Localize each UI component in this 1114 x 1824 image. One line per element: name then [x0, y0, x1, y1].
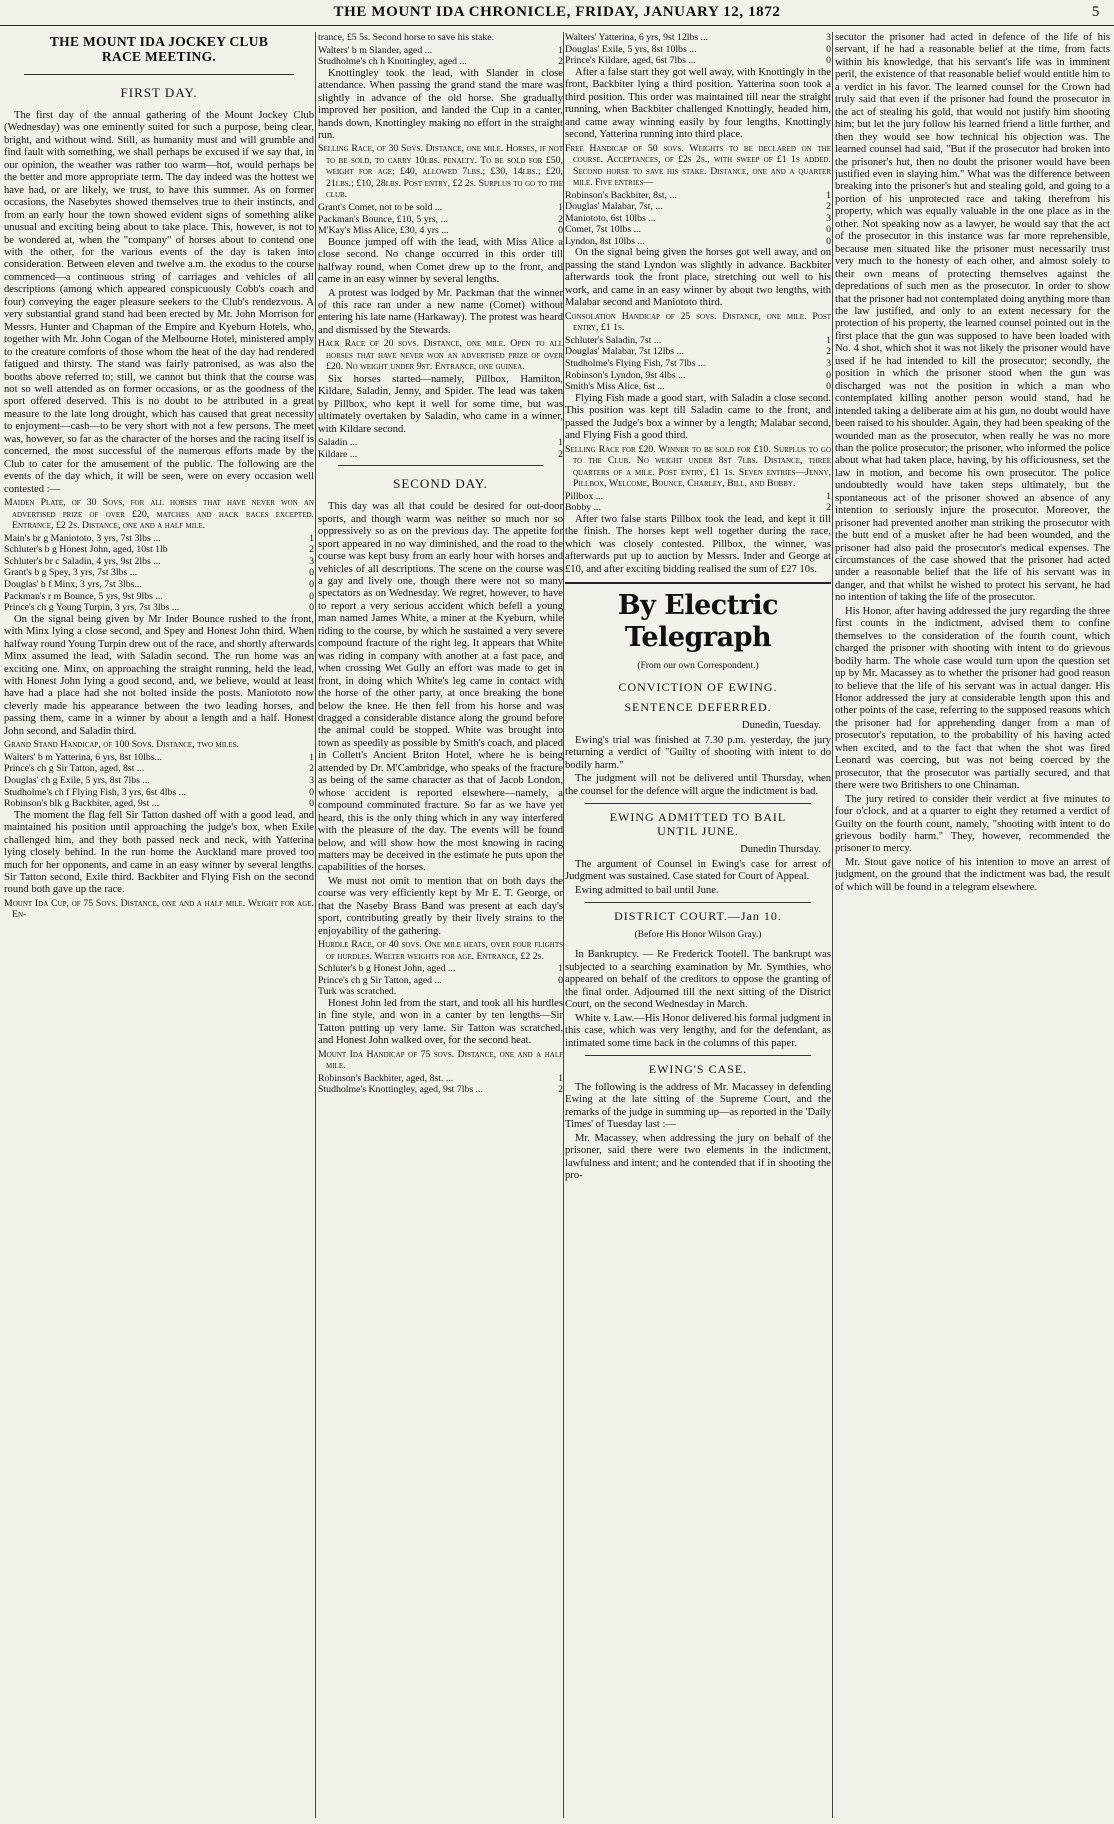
result-horse: Comet, 7st 10lbs ... [565, 224, 641, 236]
race-heading: Consolation Handicap of 25 sovs. Distance, one mile. Post entry, £1 1s. [565, 310, 831, 334]
divider [24, 74, 294, 75]
result-place: 1 [309, 532, 314, 544]
result-place: 0 [309, 578, 314, 590]
result-row [4, 787, 314, 799]
result-horse: Main's br g Maniototo, 3 yrs, 7st 3lbs ... [4, 532, 161, 544]
race-heading: Free Handicap of 50 sovs. Weights to be declared on the course. Acceptances, of £2s 2s., with sweep of £1 1s added. Second horse to save his stake. Distance, one and a quarter mile. Five entries— [565, 142, 831, 188]
result-place: 2 [309, 763, 314, 775]
column-rule [832, 32, 833, 1818]
paragraph: We must not omit to mention that on both days the course was very efficiently kept by Mr E. T. George, or that the Naseby Brass Band was present at each day's sport, contributing greatly by their lively strains to the enjoyability of the gathering. [318, 875, 563, 937]
result-row [4, 533, 314, 545]
result-place: 2 [558, 56, 563, 68]
result-horse: Douglas' Malabar, 7st 12lbs ... [565, 346, 684, 358]
result-row [565, 190, 831, 202]
result-place: 3 [826, 212, 831, 224]
ewing-subheadline: SENTENCE DEFERRED. [624, 700, 772, 715]
race-heading: Hack Race of 20 sovs. Distance, one mile. Open to all horses that have never won an advertised prize of over £20. No weight under 9st. Entrance, one guinea. [318, 338, 563, 373]
paragraph: In Bankruptcy. — Re Frederick Tootell. The bankrupt was subjected to a searching examination by Mr. Symthies, who appeared on behalf of the creditors to oppose the granting of the final order. Adjourned till the next sitting of the District Court, on the second Wednesday in March. [565, 949, 831, 1011]
result-place: 1 [558, 1072, 563, 1084]
paragraph: Honest John led from the start, and took all his hurdles in fine style, and won in a canter by ten lengths—Sir Tatton putting up very lame. Sir Tatton was scratched, and Honest John walked over, for the second heat. [318, 997, 563, 1047]
result-horse: Douglas' ch g Exile, 5 yrs, 8st 7lbs ... [4, 774, 150, 786]
result-place: 2 [826, 502, 831, 514]
race-results [565, 335, 831, 393]
paragraph: Knottingley took the lead, with Slander in close attendance. When passing the grand stand the mare was slightly in advance of the old horse. She gradually improved her position, and landed the Cup in a canter, hands down, Knottingley making no effort in the straight run. [318, 67, 563, 141]
result-row [4, 775, 314, 787]
column-1 [4, 32, 314, 1818]
result-horse: Schluter's b g Honest John, aged ... [318, 963, 456, 975]
result-horse: Maniototo, 6st 10lbs ... [565, 212, 656, 224]
result-place: 0 [309, 786, 314, 798]
result-row [318, 202, 563, 214]
race-results [318, 437, 563, 460]
result-row [4, 591, 314, 603]
result-place: 0 [826, 369, 831, 381]
paragraph: The following is the address of Mr. Macassey in defending Ewing at the late sitting of the Supreme Court, and the remarks of the judge in summing up—as reported in the 'Daily Times' of Tuesday last :— [565, 1082, 831, 1131]
result-row [318, 45, 563, 57]
result-row [565, 44, 831, 56]
result-row [565, 491, 831, 503]
race-results [318, 963, 563, 998]
result-row [318, 1073, 563, 1085]
result-horse: Pillbox ... [565, 490, 604, 502]
result-place: 1 [558, 963, 563, 975]
result-row [4, 556, 314, 568]
result-row [565, 358, 831, 370]
masthead [0, 0, 1114, 26]
result-place: 0 [826, 235, 831, 247]
race-results [4, 752, 314, 810]
paragraph: Ewing admitted to bail until June. [575, 884, 719, 896]
page-number: 5 [1091, 4, 1100, 20]
result-place: 0 [309, 602, 314, 614]
result-row [318, 214, 563, 226]
district-court-headline: DISTRICT COURT.—Jan 10. [614, 908, 782, 923]
result-row [565, 224, 831, 236]
result-horse: M'Kay's Miss Alice, £30, 4 yrs ... [318, 225, 449, 237]
paragraph: On the signal being given by Mr Inder Bounce rushed to the front, with Minx lying a close second, and Spey and Honest John third. When halfway round Young Turpin drew out of the race, and shortly afterwards Minx assumed the lead, with Saladin second. The run home was an exciting one. Minx, on approaching the straight running, held the lead, with Honest John lying a good second, and, we believe, would at least have had a place had she not bolted inside the posts. Maniototo now cleverly made his appearance between the two leading horses, and passing them, came in a winner by about a length and a half. Honest John second, and Saladin third. [4, 613, 314, 737]
race-heading: Mount Ida Handicap of 75 sovs. Distance, one and a half mile. [318, 1048, 563, 1072]
column-rule [315, 32, 316, 1818]
race-heading: Mount Ida Cup, of 75 Sovs. Distance, one and a half mile. Weight for age. En- [4, 897, 314, 921]
result-row [4, 763, 314, 775]
divider [565, 582, 831, 584]
section-subheading: SECOND DAY. [393, 476, 488, 492]
result-horse: Douglas' Malabar, 7st, ... [565, 201, 663, 213]
result-horse: Studholme's ch h Knottingley, aged ... [318, 56, 467, 68]
result-horse: Robinson's Backbiter, aged, 8st. ... [318, 1072, 454, 1084]
dateline: Dunedin, Tuesday. [741, 720, 821, 732]
paragraph: Ewing's trial was finished at 7.30 p.m. yesterday, the jury returning a verdict of "Guilty of shooting with intent to do bodily harm." [565, 734, 831, 771]
paragraph: Bounce jumped off with the lead, with Miss Alice a close second. No change occurred in this order till halfway round, when Comet drew up to the front, and came in an easy winner by several lengths. [318, 236, 563, 286]
paragraph: The argument of Counsel in Ewing's case for arrest of Judgment was sustained. Case stated for Court of Appeal. [565, 858, 831, 883]
column-rule [563, 32, 564, 1818]
race-results [318, 202, 563, 237]
result-horse: Bobby ... [565, 502, 601, 514]
result-horse: Prince's ch g Sir Tatton, aged ... [318, 974, 442, 986]
result-horse: Grant's Comet, not to be sold ... [318, 201, 443, 213]
bail-headline [565, 810, 831, 838]
paragraph: This day was all that could be desired for out-door sports, and though warm was neither so much nor so oppressively so as on the previous day. The appetite for sport appeared in no way diminished, and the road to the course was kept busy from an early hour with horses and vehicles of all descriptions. The scene on the course was a gay and lively one, though there were not so many spectators as on Wednesday. We regret, however, to have to report a very serious accident which befell a young man named James White, a miner at the Kyeburn, while riding to the course, by which he sustained a very severe compound fracture of the right leg. It appears that White was riding in company with another at a fast pace, and when crossing Wet Gully an effort was made to get in front, in doing which White's leg came in contact with the horse of the other party, at once breaking the bone below the knee. He then fell from his horse and was dragged a considerable distance along the ground before the animal could be stopped. White was brought into town as speedily as possible by Smith's coach, and placed in Collett's Ancient Briton Hotel, where he is being attended by Dr. M'Cambridge, who speaks of the fracture as being of the same character as that of Jacob London, whose accident is reported elsewhere—namely, a compound comminuted fracture. So far as we have yet heard, this is the only thing which in any way interfered with the pleasure of the day. The events will be found below, and will show how the most knowing in racing matters may be deceived in the estimate he puts upon the capabilities of the horses. [318, 501, 563, 874]
result-place: 0 [558, 974, 563, 986]
result-row [4, 798, 314, 810]
race-results [565, 491, 831, 514]
result-horse: Douglas' b f Minx, 3 yrs, 7st 3lbs... [4, 578, 142, 590]
result-place: 0 [558, 225, 563, 237]
column-2 [318, 32, 563, 1818]
result-place: 1 [558, 44, 563, 56]
result-row [318, 986, 563, 998]
paragraph: Mr. Stout gave notice of his intention to move an arrest of judgment, on the ground that the indictment was bad, the result of which will be found in a telegram elsewhere. [835, 856, 1110, 893]
result-horse: Prince's ch g Young Turpin, 3 yrs, 7st 3lbs ... [4, 602, 180, 614]
race-heading: Selling Race, of 30 Sovs. Distance, one mile. Horses, if not to be sold, to carry 10lbs. penalty. To be sold for £50, weight for age; £40, allowed 7lbs.; £30, 14lbs.; £20, 21lbs.; £10, 28lbs. Post entry, £2 2s. Surplus to go to the club. [318, 143, 563, 201]
result-row [4, 567, 314, 579]
ewing-headline: CONVICTION OF EWING. [618, 680, 778, 695]
result-horse: Turk was scratched. [318, 986, 397, 998]
result-row [565, 201, 831, 213]
result-place: 1 [558, 437, 563, 449]
result-horse: Lyndon, 8st 10lbs ... [565, 235, 645, 247]
result-row [565, 370, 831, 382]
paragraph: After a false start they got well away, with Knottingly in the front, Backbiter lying a third position. Yatterina soon took a third position. This order was maintained till near the straight running, when Backbiter challenged Knottingly, headed him, and came away winning easily by four lengths, Knottingly second, Yatterina running into third place. [565, 66, 831, 141]
column-3 [565, 32, 831, 1818]
bail-headline-line-2: UNTIL JUNE. [657, 824, 739, 839]
result-horse: Grant's b g Spey, 3 yrs, 7st 3lbs ... [4, 567, 138, 579]
paragraph: After two false starts Pillbox took the lead, and kept it till the finish. The horses kept well together during the race, which was closely contested. Pillbox, the winner, was afterwards put up to auction by Messrs. Inder and George at £10, and after exciting bidding realised the sum of £27 10s. [565, 513, 831, 575]
section-subheading: FIRST DAY. [120, 85, 198, 100]
paragraph: On the signal being given the horses got well away, and on passing the stand Lyndon was slightly in advance. Backbiter afterwards took the front place, stretching out well to his work, and came in an easy winner by about two lengths, with Malabar second and Maniototo third. [565, 247, 831, 309]
race-heading: Grand Stand Handicap, of 100 Sovs. Distance, two miles. [4, 739, 239, 751]
result-place: 0 [309, 798, 314, 810]
result-place: 1 [826, 334, 831, 346]
result-row [4, 579, 314, 591]
result-place: 1 [309, 751, 314, 763]
result-place: 2 [558, 1084, 563, 1096]
paragraph: A protest was lodged by Mr. Packman that the winner of this race ran under a new name (Comet) without entering his late name (Harkaway). The protest was heard and dismissed by the Stewards. [318, 287, 563, 336]
result-row [318, 963, 563, 975]
dateline: Dunedin Thursday. [740, 844, 821, 856]
paragraph: His Honor, after having addressed the jury regarding the three first counts in the indictment, advised them to confine themselves to the consideration of the fourth count, which charged the prisoner with shooting with intent to do grievous bodily harm. The whole case would turn upon the question set up by Mr. Macassey as to whether the prisoner had good reason to believe that the life of his servant was in actual danger. His Honor addressed the jury at considerable length upon this and other points of the case, referring to the supposed reasons which the prisoner had for apprehending danger from a man of prosecutor's reputation, to the probability of his having acted when excited, and to the fact that when the shot was fired Leonard was coercing, but was not being coerced by the prosecutor, that the prosecutor was partially secured, and that there were two Britishers to one Chinaman. [835, 605, 1110, 792]
result-row [318, 56, 563, 68]
result-place: 1 [826, 490, 831, 502]
result-row [565, 236, 831, 248]
result-row [565, 55, 831, 67]
result-place: 0 [826, 381, 831, 393]
result-horse: Schluter's Saladin, 7st ... [565, 334, 662, 346]
result-place: 0 [826, 55, 831, 67]
result-row [318, 437, 563, 449]
result-place: 2 [558, 213, 563, 225]
result-horse: Packman's Bounce, £10, 5 yrs, ... [318, 213, 448, 225]
result-place: 3 [826, 357, 831, 369]
headline-line-2: RACE MEETING. [101, 49, 217, 64]
result-row [4, 752, 314, 764]
result-horse: Studholme's Knottingley, aged, 9st 7lbs ... [318, 1084, 483, 1096]
race-results [4, 533, 314, 614]
result-row [318, 225, 563, 237]
result-horse: Packman's r m Bounce, 5 yrs, 9st 9lbs ... [4, 590, 163, 602]
result-place: 3 [309, 555, 314, 567]
result-horse: Prince's Kildare, aged, 6st 7lbs ... [565, 55, 696, 67]
result-row [318, 449, 563, 461]
result-horse: Studholme's Flying Fish, 7st 7lbs ... [565, 357, 706, 369]
result-horse: Robinson's Lyndon, 9st 4lbs ... [565, 369, 686, 381]
result-place [549, 986, 563, 998]
paragraph: The jury retired to consider their verdict at five minutes to four o'clock, and at a quarter to eight they returned a verdict of Guilty on the fourth count, namely, "shooting with intent to do grievous bodily harm." They, however, recommended the prisoner to mercy. [835, 793, 1110, 855]
race-heading: Maiden Plate, of 30 Sovs, for all horses that have never won an advertised prize of over £20, matches and hack races excepted. Entrance, £2 2s. Distance, one and a half mile. [4, 497, 314, 532]
result-row [318, 975, 563, 987]
paragraph: secutor the prisoner had acted in defence of the life of his servant, if he had a reasonable belief at the time, from facts within his knowledge, that his servant's life was in imminent peril, the existence of that reasonable belief would entitle him to a verdict in his favor. The learned counsel for the Crown had truly said that even if the prisoner had found the prosecutor in the act of stealing his gold, that would not justify him shooting him; but let the jury follow his learned friend a little further, and then they would see how technical his objection was. The learned counsel had said, "But if the prosecutor had broken into the prisoner's hut, then no doubt the prisoner would have been justified even in slaying him." What was the difference between breaking into the prisoner's hut and stealing gold, and going to a portion of his unprotected race and taking therefrom his property, which was equally valuable in the one place as in the other. Not speaking now as a lawyer, he would say that the act of the prosecutor in this instance was far more reprehensible, because men situated like the prisoner must necessarily trust very much to the honesty of each other, and almost solely to their own means of protecting themselves against the depredations of such men as the prosecutor. In order to show that the prisoner had not contemplated doing anything more than the law justified, and only to an extent necessary for the protection of his property, the learned counsel pointed out in the first place that the gun was supposed to have been loaded with No. 4 shot, which shot it was not likely the prisoner would have used if he had intended to kill the prosecutor; secondly, the position in which the prisoner stood when the gun was discharged was not the position in which a man who contemplated killing another person would stand, had he intended taking a deliberate aim at his gun, no doubt would have been raised to his shoulder. Again, they had been speaking of the wounded man as the prosecutor, when really he was no more than the police prosecutor; the prisoner, who informed the police about what had taken place, having, by his officiousness, set the law in motion, and become his own prosecutor. The police undoubtedly would have taken steps ultimately, but the spontaneous act of the prisoner showed an absence of any intention to seriously injure the prosecutor. Moreover, the prisoner had prevented another man striking the prosecutor with the butt end of a musket after he had been wounded, and the prisoner had also paid the prosecutor's medical expenses. The circumstances of the case showed that the prisoner had acted under a reasonable belief that the life of his servant was in danger, and that whilst he wished to protect his servant, he had no intention of taking the life of the prosecutor. [835, 32, 1110, 604]
result-horse: Studholme's ch f Flying Fish, 3 yrs, 6st 4lbs ... [4, 786, 186, 798]
paragraph: Flying Fish made a good start, with Saladin a close second. This position was kept till Saladin came to the front, and passed the Judge's box a winner by a length; Malabar second, and Flying Fish a good third. [565, 392, 831, 442]
result-place: 1 [558, 201, 563, 213]
result-horse: Walters' Yatterina, 6 yrs, 9st 12lbs ... [565, 32, 709, 43]
result-place: 2 [826, 201, 831, 213]
divider [338, 465, 543, 466]
result-horse: Walters' b m Yatterina, 6 yrs, 8st 10lbs... [4, 751, 162, 763]
result-row [565, 32, 831, 44]
paragraph: Six horses started—namely, Pillbox, Hamilton, Kildare, Saladin, Jenny, and Spider. The lead was taken by Pillbox, who kept it well for some time, but was ultimately overtaken by Saladin, who came in a winner, with Kildare second. [318, 373, 563, 435]
result-place: 0 [826, 43, 831, 55]
result-horse: Robinson's blk g Backbiter, aged, 9st ... [4, 798, 160, 810]
district-court-subtitle: (Before His Honor Wilson Gray.) [634, 929, 762, 940]
result-horse: Saladin ... [318, 437, 358, 449]
result-horse: Kildare ... [318, 448, 358, 460]
article-headline [4, 34, 314, 64]
paragraph: The judgment will not be delivered until Thursday, when the counsel for the defence will argue the indictment is bad. [565, 773, 831, 797]
result-horse: Douglas' Exile, 5 yrs, 8st 10lbs ... [565, 43, 697, 55]
result-horse: Schluter's br c Saladin, 4 yrs, 9st 2lbs ... [4, 555, 161, 567]
result-place: 2 [558, 448, 563, 460]
race-results [565, 32, 831, 67]
telegraph-title: By Electric Telegraph [617, 589, 779, 653]
result-place: 0 [826, 224, 831, 236]
masthead-title: THE MOUNT IDA CHRONICLE, FRIDAY, JANUARY 12, 1872 [333, 4, 781, 20]
result-horse: Smith's Miss Alice, 6st ... [565, 381, 665, 393]
race-results [318, 45, 563, 68]
race-heading-continued: trance, £5 5s. Second horse to save his stake. [318, 32, 495, 43]
result-horse: Walters' b m Slander, aged ... [318, 44, 433, 56]
race-results [318, 1073, 563, 1096]
result-horse: Schluter's b g Honest John, aged, 10st 1lb [4, 544, 168, 556]
paragraph: White v. Law.—His Honor delivered his formal judgment in this case, which was very lengthy, and for the defendant, as intimated some time back in the columns of this paper. [565, 1012, 831, 1049]
divider [585, 902, 811, 903]
result-horse: Robinson's Backbiter, 8st, ... [565, 189, 677, 201]
race-results [565, 190, 831, 248]
paragraph: The first day of the annual gathering of the Mount Jockey Club (Wednesday) was one eminently suited for such a purpose, being clear, bright, and without wind. Still, as humanity must and will grumble and find fault with something, we shall perhaps be excused if we say that, in our opinion, the weather was rather too warm—hot, would perhaps be the better and more appropriate term. The day indeed was the hottest we have had, or are likely, we trust, to have this summer. As on former occasions, the Nasebytes showed themselves true to their instincts, and from an early hour the town showed evident signs of something alike unusual and exciting being about to take place. This, however, is not to be wondered at, when the "company" of horses about to contend one with the other, for the various events of the day is taken into consideration. Between eleven and twelve a.m. the exodus to the course commenced—a continuous string of carriages and vehicles of all descriptions (among which appeared conspicuously Cobb's coach and four) conveying the eager pleasure seekers to the Club's rendezvous. A very substantial grand stand had been erected by Mr. John Morrison for Messrs. Hunter and Chapman of the Empire and Kyeburn Hotels, who, together with Mr. John Cogan of the Melbourne Hotel, ministered amply to the creature comforts of those whom the heat of the day had rendered fatigued and thirsty. The stand was fairly patronised, as was also the booths above referred to; still, we cannot but think that the course was not so well attended as on former occasions, or as the goodness of the sport offered deserved. This is no doubt to be attributed in a great measure to the late long drought, which has caused that great necessity to enjoyment—cash—to be very short with not a few persons. The meet was, however, so far as the character of the horses and the racing itself is concerned, the most successful of the numerous efforts made by the Club to cater for the amusement of the public. The following are the events of the day which, it will be seen, were on every occasion well contested :— [4, 110, 314, 495]
result-horse: Prince's ch g Sir Tatton, aged, 8st ... [4, 763, 145, 775]
result-place: 0 [309, 590, 314, 602]
divider [585, 1055, 811, 1056]
paragraph: Mr. Macassey, when addressing the jury on behalf of the prisoner, said there were two elements in the indictment, lawfulness and intent; and he contended that if in shooting the pro- [565, 1132, 831, 1182]
bail-headline-line-1: EWING ADMITTED TO BAIL [609, 810, 787, 825]
result-row [565, 502, 831, 514]
result-place: 0 [309, 567, 314, 579]
result-row [4, 602, 314, 614]
result-row [565, 213, 831, 225]
divider [585, 803, 811, 804]
result-place: 3 [826, 32, 831, 43]
result-place: 2 [826, 346, 831, 358]
result-row [565, 381, 831, 393]
ewings-case-headline: EWING'S CASE. [648, 1062, 748, 1077]
telegraph-subtitle: (From our own Correspondent.) [637, 660, 759, 671]
result-row [318, 1084, 563, 1096]
paragraph: The moment the flag fell Sir Tatton dashed off with a good lead, and maintained his position until approaching the judge's box, when Exile challenged him, and they both passed neck and neck, with Yatterina lying closely behind. In the run home the Auckland mare proved too much for her opponents, and came in an easy winner by several lengths. Sir Tatton second, Exile third. Backbiter and Flying Fish on the second round both gave up the race. [4, 809, 314, 896]
result-place: 2 [309, 544, 314, 556]
race-heading: Selling Race for £20. Winner to be sold for £10. Surplus to go to the Club. No weight under 8st 7lbs. Distance, three quarters of a mile. Post entry, £1 1s. Seven entries—Jenny, Pillbox, Welcome, Bounce, Charley, Bill, and Bobby. [565, 443, 831, 490]
headline-line-1: THE MOUNT IDA JOCKEY CLUB [49, 34, 269, 49]
result-place: 3 [309, 774, 314, 786]
result-row [4, 544, 314, 556]
result-row [565, 335, 831, 347]
column-4 [835, 32, 1110, 1818]
result-row [565, 346, 831, 358]
race-heading: Hurdle Race, of 40 sovs. One mile heats, over four flights of hurdles. Welter weights for age. Entrance, £2 2s. [318, 939, 563, 962]
result-place: 1 [826, 189, 831, 201]
